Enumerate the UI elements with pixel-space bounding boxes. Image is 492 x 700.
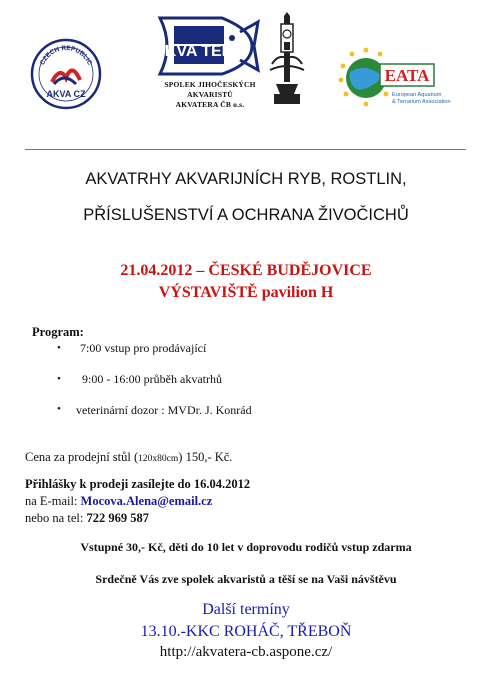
akvatera-mark-text: AKVA TERA — [153, 43, 245, 60]
program-item: veterinární dozor : MVDr. J. Konrád — [76, 403, 252, 417]
email-link[interactable]: Mocova.Alena@email.cz — [80, 494, 213, 508]
akvatera-caption-line: SPOLEK JIHOČESKÝCH — [164, 80, 256, 89]
event-date-city: 21.04.2012 – ČESKÉ BUDĚJOVICE — [120, 262, 372, 279]
eata-caption-line: & Terrarium Association — [392, 99, 451, 105]
tower-statue-icon — [264, 12, 310, 108]
program-heading: Program: — [32, 325, 84, 339]
eata-logo — [336, 42, 464, 110]
akvatera-caption — [150, 80, 270, 110]
phone-line — [25, 511, 149, 526]
invitation: Srdečně Vás zve spolek akvaristů a těší se na Vaši návštěvu — [95, 572, 397, 586]
next-date-place: 13.10.-KKC ROHÁČ, TŘEBOŇ — [140, 623, 352, 640]
eata-mark-text: EATA — [384, 66, 430, 85]
title-line-2: PŘÍSLUŠENSTVÍ A OCHRANA ŽIVOČICHŮ — [83, 206, 409, 224]
akva-cz-logo — [30, 38, 102, 110]
program-item: 7:00 vstup pro prodávající — [80, 341, 207, 355]
akvatera-caption-line: AKVARISTŮ — [187, 90, 233, 99]
table-size: 120x80cm — [138, 454, 179, 464]
bullet-icon: • — [57, 342, 61, 354]
next-dates-heading: Další termíny — [202, 601, 290, 618]
website-link[interactable]: http://akvatera-cb.aspone.cz/ — [159, 644, 333, 660]
akva-badge-top-text: CZECH REPUBLIC — [38, 44, 94, 67]
registration-deadline: Přihlášky k prodeji zasílejte do 16.04.2012 — [25, 477, 251, 491]
entry-fee: Vstupné 30,- Kč, děti do 10 let v doprovodu rodičů vstup zdarma — [80, 540, 412, 554]
bullet-icon: • — [57, 373, 61, 385]
email-prefix: na E-mail: — [25, 494, 81, 508]
akvatera-caption-line: AKVATERA ČB o.s. — [175, 100, 245, 109]
price-suffix: ) 150,- Kč. — [178, 450, 233, 464]
bullet-icon: • — [57, 403, 61, 415]
header-divider — [25, 149, 466, 150]
email-line — [25, 494, 212, 509]
price-line — [25, 450, 232, 465]
phone-number: 722 969 587 — [86, 511, 149, 525]
event-venue: VÝSTAVIŠTĚ pavilion H — [158, 284, 334, 301]
program-item: 9:00 - 16:00 průběh akvatrhů — [82, 372, 222, 386]
phone-prefix: nebo na tel: — [25, 511, 87, 525]
eata-caption-line: European Aquarium — [392, 92, 442, 98]
price-prefix: Cena za prodejní stůl ( — [25, 450, 139, 464]
akvatera-logo — [152, 12, 262, 82]
title-line-1: AKVATRHY AKVARIJNÍCH RYB, ROSTLIN, — [85, 170, 407, 188]
akva-badge-bottom-text: AKVA CZ — [46, 89, 86, 99]
